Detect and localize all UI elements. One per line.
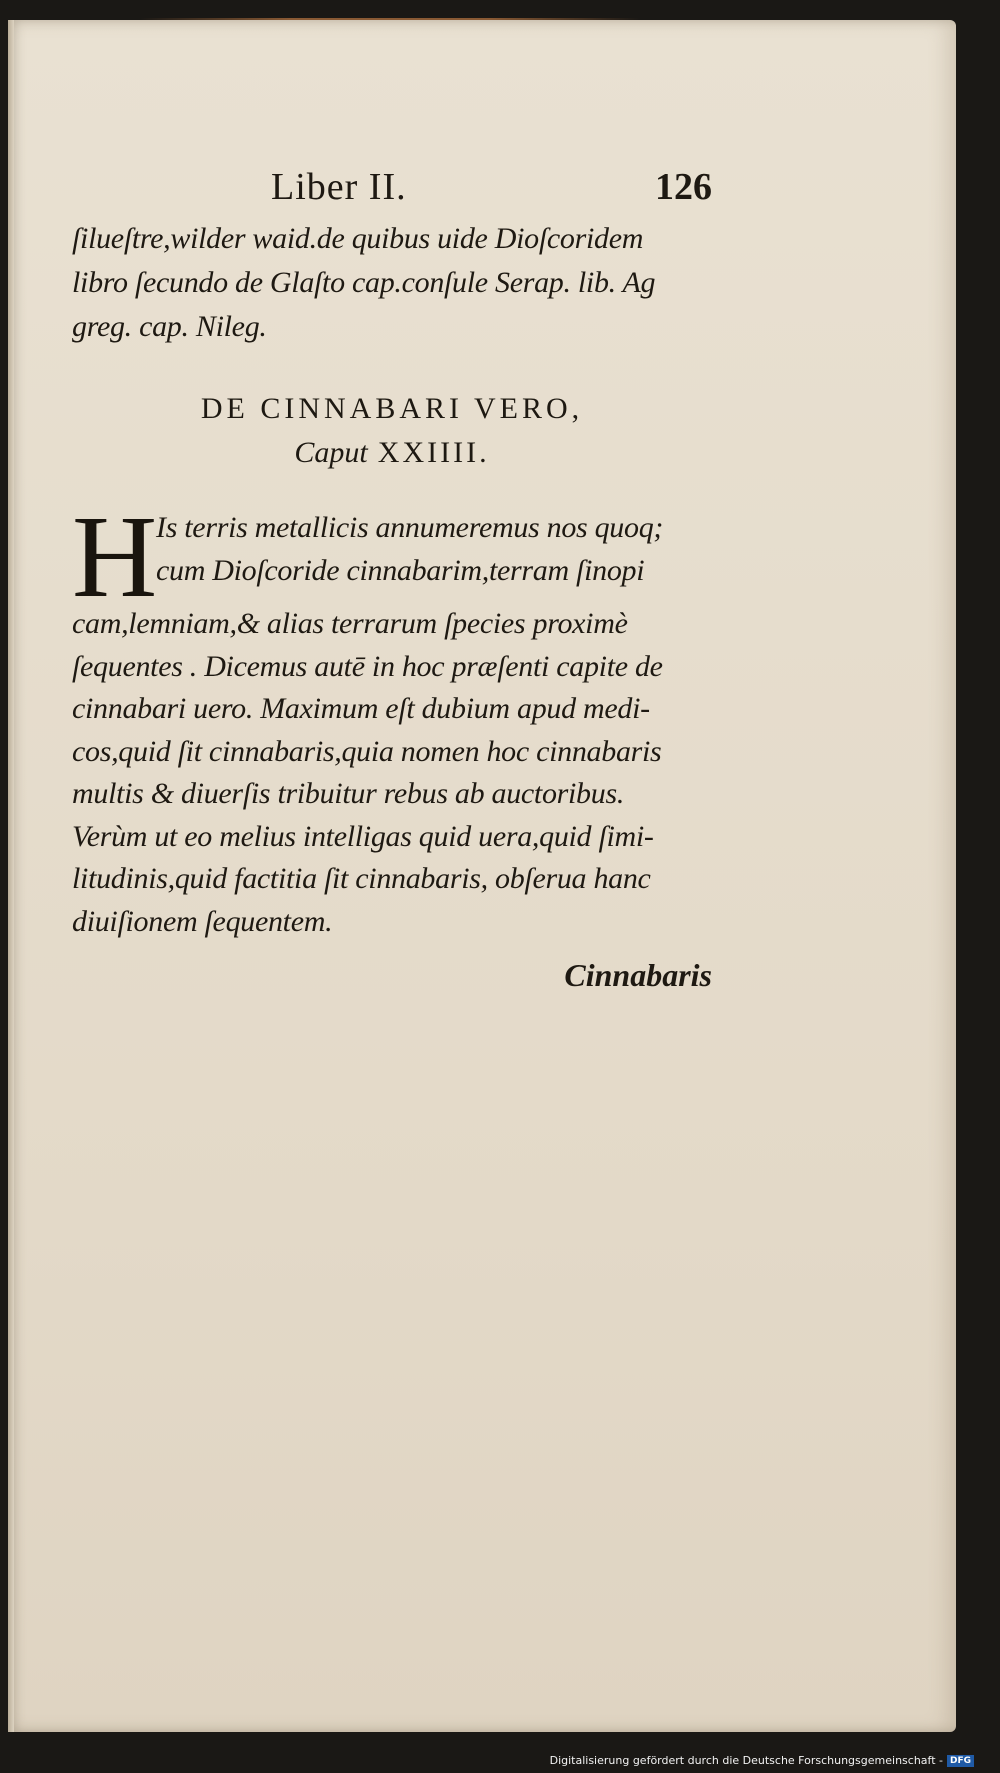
text-line: Verùm ut eo melius intelligas quid uera,quid ſimi-	[72, 819, 654, 853]
text-line: cum Dioſcoride cinnabarim,terram ſinopi	[156, 553, 645, 587]
text-block	[72, 165, 712, 997]
running-head-title: Liber II.	[271, 166, 407, 208]
dfg-logo: DFG	[947, 1755, 974, 1767]
text-line: cam,lemniam,& alias terrarum ſpecies proximè	[72, 607, 628, 640]
text-line: cos,quid ſit cinnabaris,quia nomen hoc cinnabaris	[72, 734, 662, 768]
catchword: Cinnabaris	[564, 957, 712, 993]
page-number: 126	[655, 166, 712, 208]
text-line: cinnabari uero. Maximum eſt dubium apud medi-	[72, 692, 650, 725]
chapter-title: DE CINNABARI VERO,	[200, 392, 584, 425]
intro-paragraph	[72, 217, 712, 349]
chapter-number	[72, 431, 712, 475]
page-gutter	[8, 20, 14, 1732]
text-line: ſilueſtre,wilder waid.de quibus uide Dioſcoridem	[72, 222, 644, 255]
text-line: libro ſecundo de Glaſto cap.conſule Serap. lib. Ag	[72, 266, 656, 299]
running-head	[72, 165, 712, 217]
book-page	[8, 20, 956, 1732]
chapter-body	[72, 491, 712, 943]
text-line: diuiſionem ſequentem.	[72, 904, 333, 938]
credit-text: Digitalisierung gefördert durch die Deutsche Forschungsgemeinschaft -	[549, 1754, 943, 1767]
text-line: litudinis,quid factitia ſit cinnabaris, obſerua hanc	[72, 862, 651, 895]
drop-cap-initial: H	[72, 491, 158, 622]
digitization-credit	[550, 1754, 974, 1767]
text-line: multis & diuerſis tribuitur rebus ab auctoribus.	[72, 777, 625, 810]
caput-numeral: XXIIII.	[377, 436, 490, 469]
text-line: ſequentes . Dicemus autē in hoc præſenti capite de	[72, 649, 663, 683]
text-line: Is terris metallicis annumeremus nos quoq;	[156, 511, 664, 544]
caput-label: Caput	[294, 436, 368, 469]
text-line: greg. cap. Nileg.	[72, 310, 267, 343]
